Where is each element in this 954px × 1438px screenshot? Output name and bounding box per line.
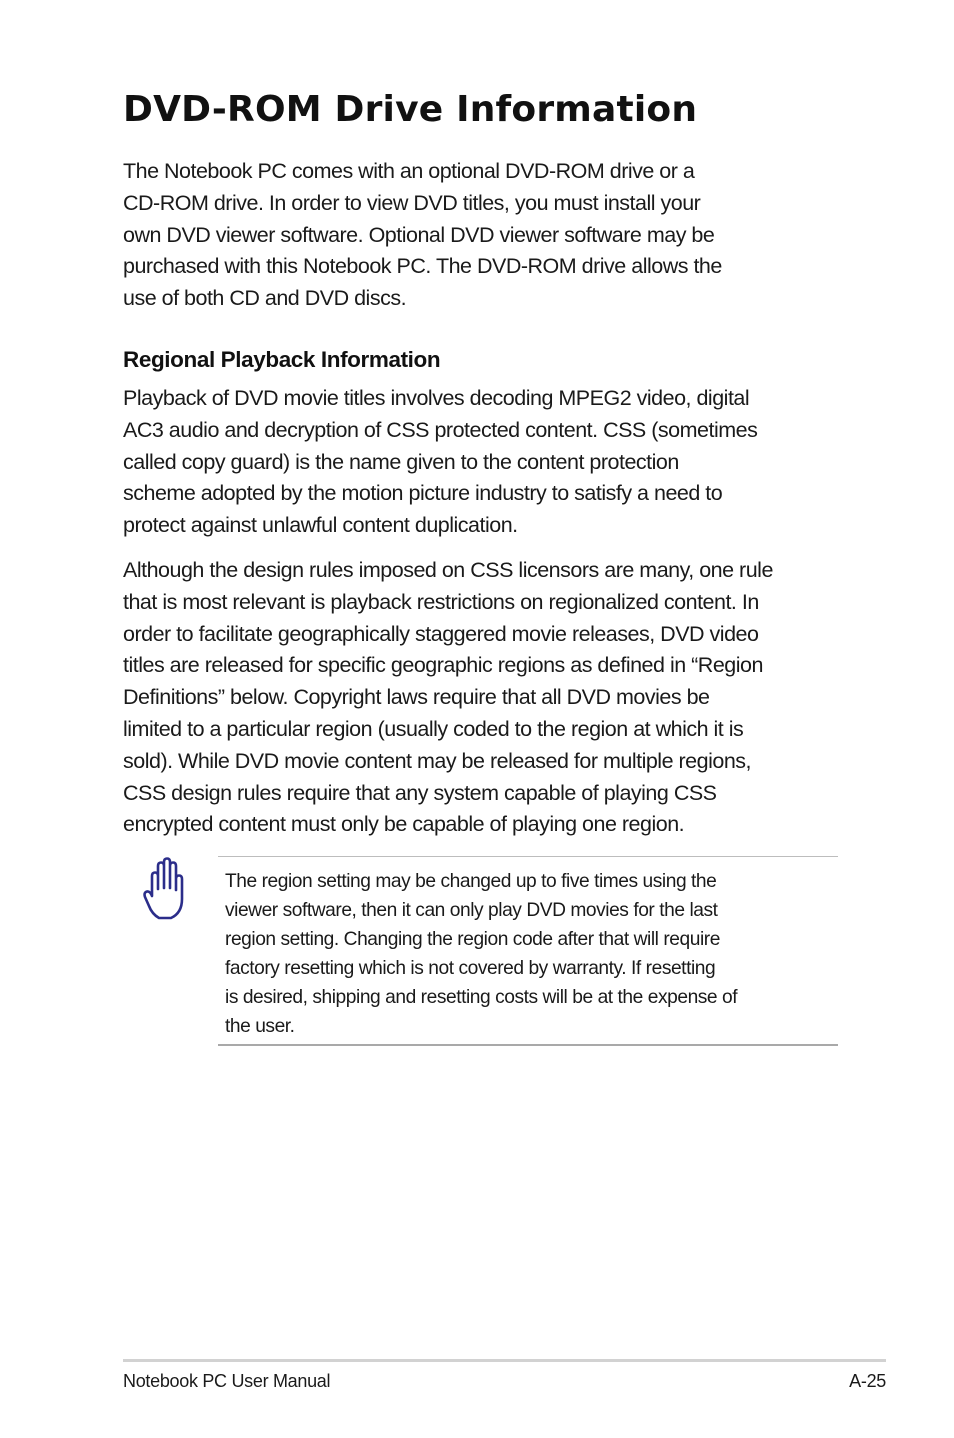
playback-line: Playback of DVD movie titles involves decoding MPEG2 video, digital bbox=[123, 386, 750, 410]
page-title: DVD-ROM Drive Information bbox=[123, 89, 698, 130]
playback-paragraph bbox=[123, 383, 843, 542]
css-rules-line: Although the design rules imposed on CSS licensors are many, one rule bbox=[123, 558, 773, 582]
raised-hand-icon bbox=[140, 856, 190, 924]
note-line: the user. bbox=[225, 1016, 295, 1037]
playback-line: called copy guard) is the name given to the content protection bbox=[123, 449, 679, 474]
css-rules-line: CSS design rules require that any system capable of playing CSS bbox=[123, 780, 717, 805]
intro-line: use of both CD and DVD discs. bbox=[123, 286, 407, 311]
footer-divider bbox=[123, 1359, 886, 1362]
intro-line: own DVD viewer software. Optional DVD viewer software may be bbox=[123, 222, 715, 247]
css-rules-line: order to facilitate geographically staggered movie releases, DVD video bbox=[123, 621, 759, 646]
caution-note bbox=[218, 856, 838, 1046]
note-line: The region setting may be changed up to five times using the bbox=[225, 871, 717, 892]
note-line: viewer software, then it can only play DVD movies for the last bbox=[225, 900, 718, 921]
note-text bbox=[225, 867, 737, 1041]
css-rules-line: encrypted content must only be capable of playing one region. bbox=[123, 812, 685, 837]
note-line: region setting. Changing the region code after that will require bbox=[225, 929, 720, 950]
raised-hand-icon-svg bbox=[140, 856, 190, 924]
section-heading: Regional Playback Information bbox=[123, 347, 441, 372]
intro-line: purchased with this Notebook PC. The DVD-ROM drive allows the bbox=[123, 254, 722, 279]
note-line: is desired, shipping and resetting costs will be at the expense of bbox=[225, 987, 738, 1008]
footer-page-number: A-25 bbox=[849, 1371, 886, 1391]
css-rules-line: that is most relevant is playback restrictions on regionalized content. In bbox=[123, 589, 759, 614]
playback-line: protect against unlawful content duplication. bbox=[123, 513, 518, 538]
intro-line: The Notebook PC comes with an optional DVD-ROM drive or a bbox=[123, 159, 695, 183]
note-line: factory resetting which is not covered by warranty. If resetting bbox=[225, 958, 716, 979]
css-rules-paragraph bbox=[123, 555, 843, 841]
css-rules-line: sold). While DVD movie content may be released for multiple regions, bbox=[123, 748, 752, 773]
playback-line: AC3 audio and decryption of CSS protected content. CSS (sometimes bbox=[123, 417, 758, 442]
css-rules-line: limited to a particular region (usually coded to the region at which it is bbox=[123, 716, 744, 741]
css-rules-line: Definitions” below. Copyright laws require that all DVD movies be bbox=[123, 685, 710, 710]
footer-manual-name: Notebook PC User Manual bbox=[123, 1371, 331, 1391]
css-rules-line: titles are released for specific geographic regions as defined in “Region bbox=[123, 653, 763, 678]
intro-paragraph bbox=[123, 156, 843, 315]
playback-line: scheme adopted by the motion picture industry to satisfy a need to bbox=[123, 481, 723, 506]
intro-line: CD-ROM drive. In order to view DVD titles, you must install your bbox=[123, 190, 701, 215]
